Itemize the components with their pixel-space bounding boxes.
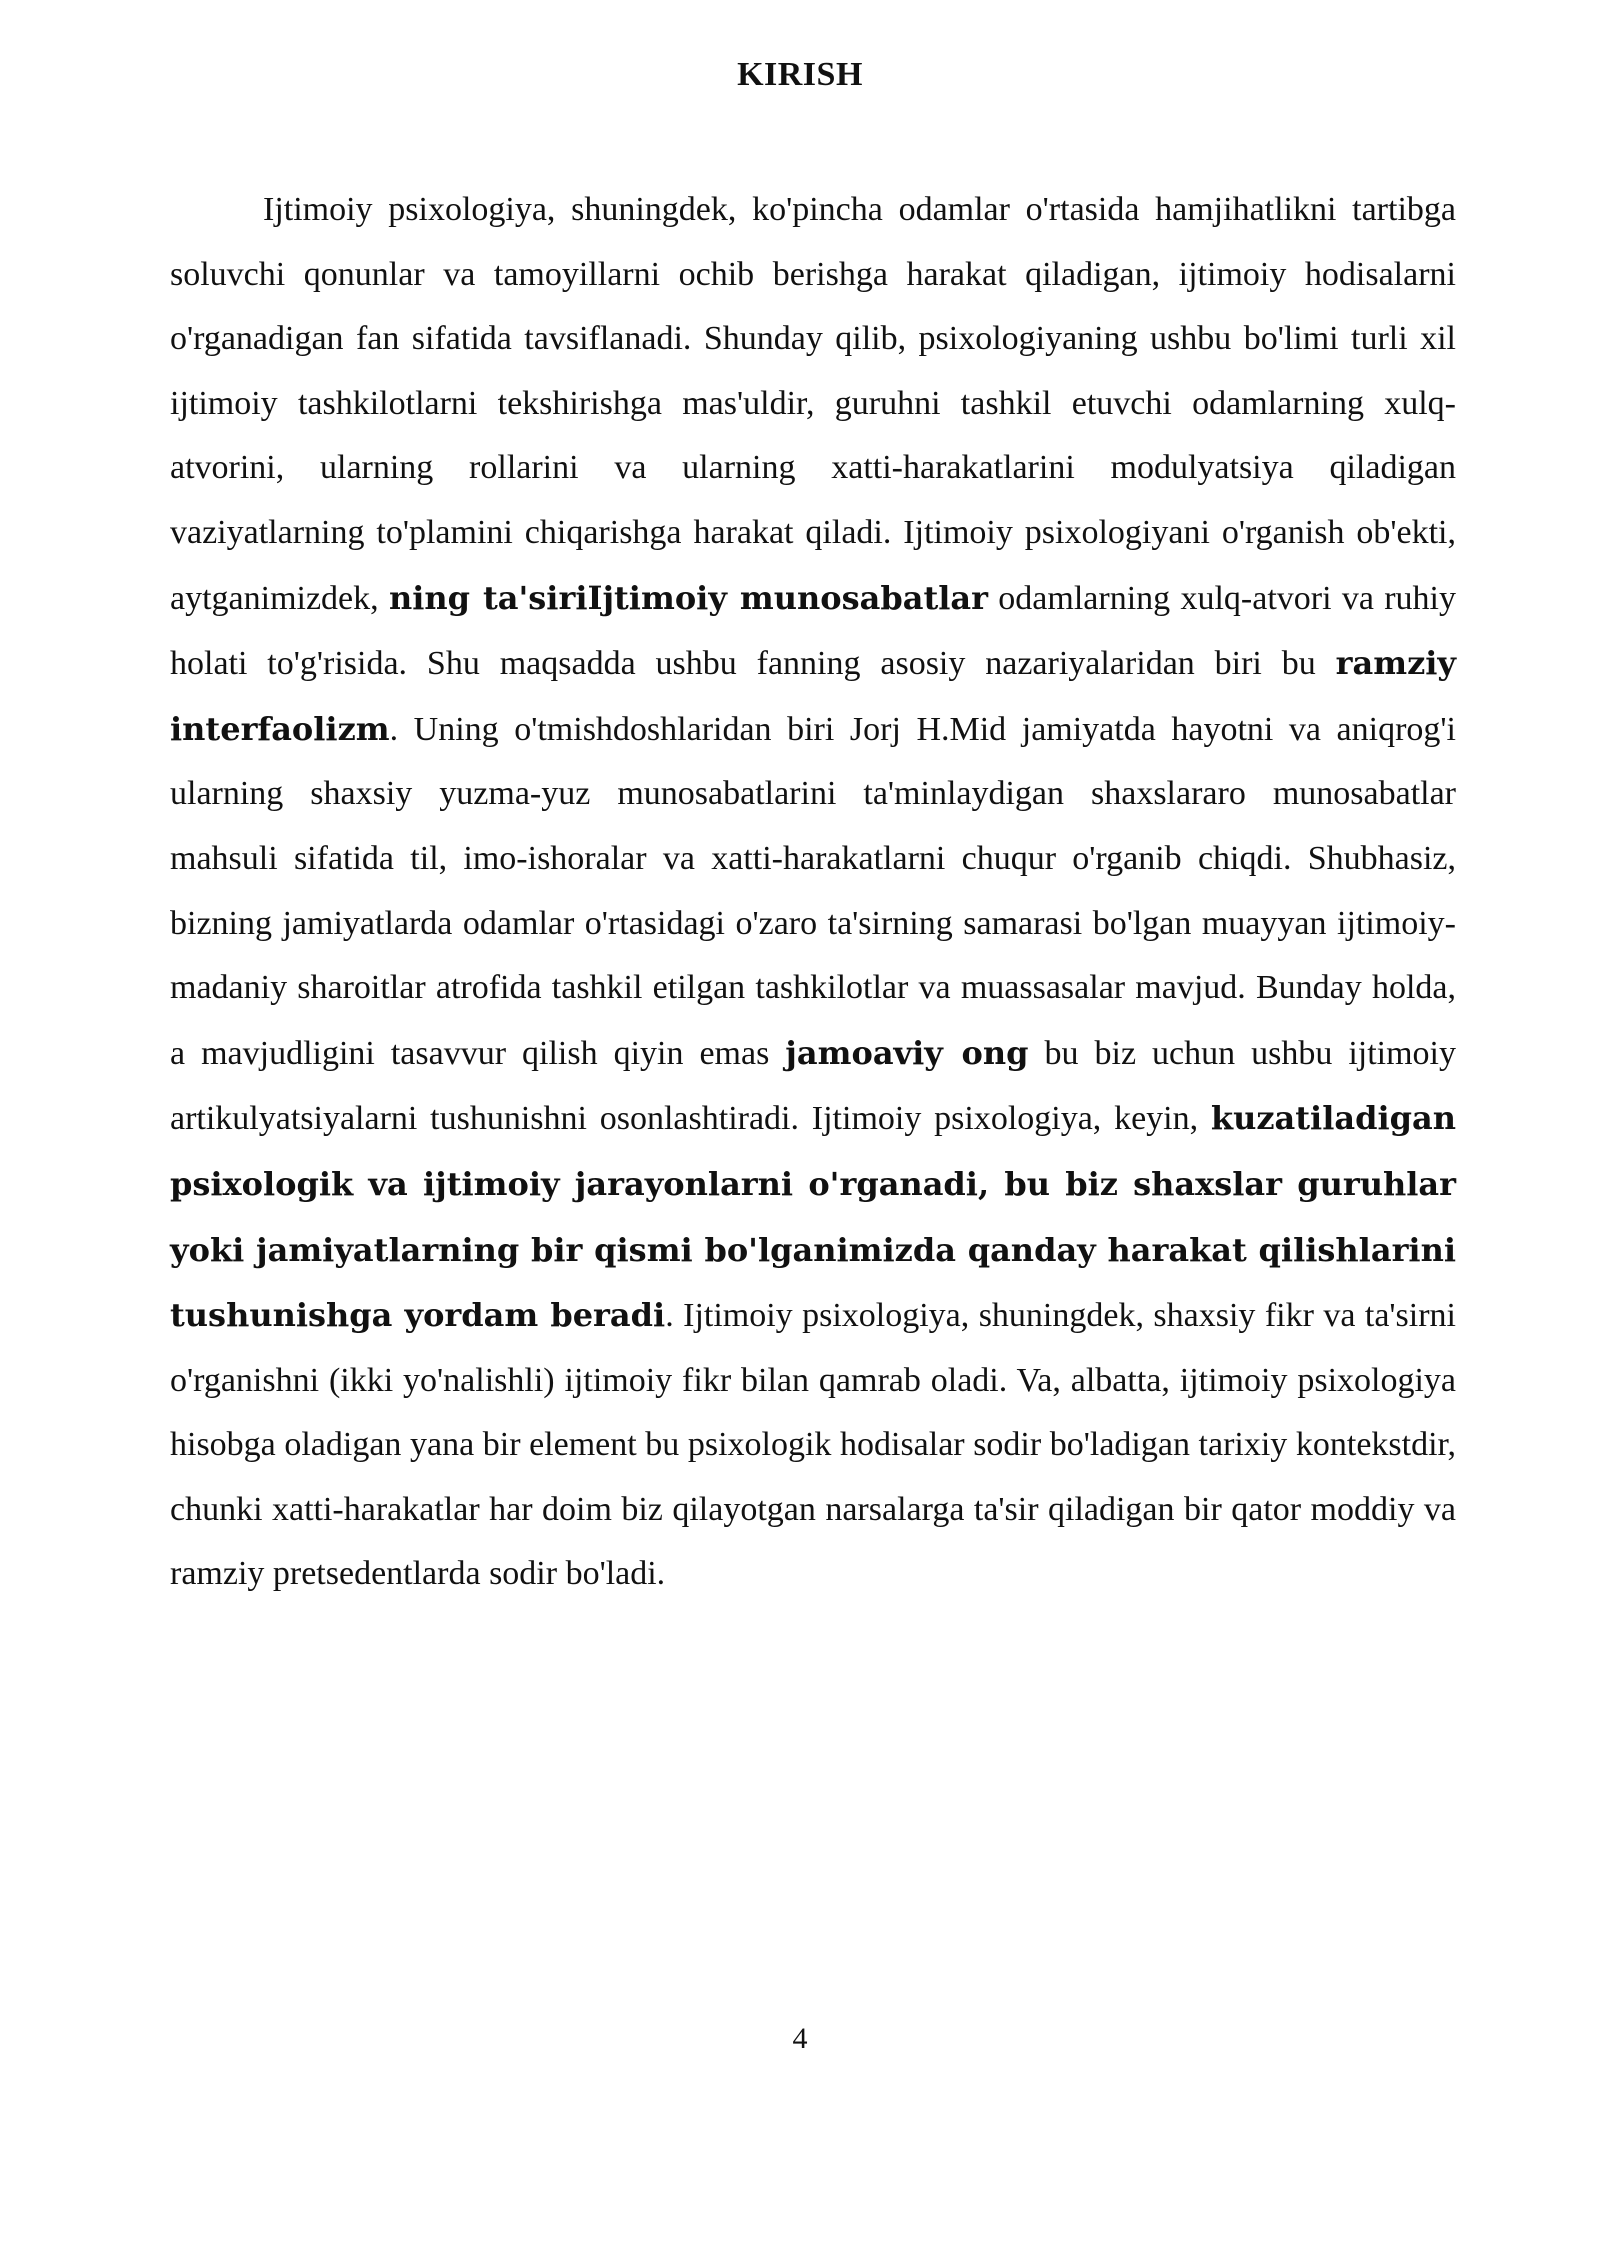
page-title: KIRISH [737,56,863,93]
bold-text-run: ning ta'siriIjtimoiy munosabatlar [388,578,988,617]
text-run: . Ijtimoiy psixologiya, shuningdek, shaxsiy fikr va ta'sirni o'rganishni (ikki yo'nalishli) ijtimoiy fikr bilan qamrab oladi. Va, albatta, ijtimoiy psixologiya hisobga oladigan yana bir element bu psixologik hodisalar sodir bo'ladigan tarixiy kontekstdir, chunki xatti-harakatlar har doim biz qilayotgan narsalarga ta'sir qiladigan bir qator moddiy va ramziy pretsedentlarda sodir bo'ladi. [170,1297,1457,1593]
text-run: Ijtimoiy psixologiya, shuningdek, ko'pincha odamlar o'rtasida hamjihatlikni tartibga soluvchi qonunlar va tamoyillarni ochib berishga harakat qiladigan, ijtimoiy hodisalarni o'rganadigan fan sifatida tavsiflanadi. Shunday qilib, psixologiyaning ushbu bo'limi turli xil ijtimoiy tashkilotlarni tekshirishga mas'uldir, guruhni tashkil etuvchi odamlarning xulq-atvorini, ularning rollarini va ularning xatti-harakatlarini modulyatsiya qiladigan vaziyatlarning to'plamini chiqarishga harakat qiladi. Ijtimoiy psixologiyani o'rganish ob'ekti, aytganimizdek, [170,191,1456,617]
text-run: . Uning o'tmishdoshlaridan biri Jorj H.Mid jamiyatda hayotni va aniqrog'i ularning shaxsiy yuzma-yuz munosabatlarini ta'minlaydigan shaxslararo munosabatlar mahsuli sifatida til, imo-ishoralar va xatti-harakatlarni chuqur o'rganib chiqdi. Shubhasiz, bizning jamiyatlarda odamlar o'rtasidagi o'zaro ta'sirning samarasi bo'lgan muayyan ijtimoiy-madaniy sharoitlar atrofida tashkil etilgan tashkilotlar va muassasalar mavjud. Bunday holda, a mavjudligini tasavvur qilish qiyin emas [170,710,1456,1072]
bold-text-run: jamoaviy ong [785,1033,1029,1072]
page-number: 4 [792,2022,808,2055]
text-run: bu biz uchun ushbu ijtimoiy artikulyatsiyalarni tushunishni osonlashtiradi. Ijtimoiy psixologiya, keyin, [170,1034,1456,1138]
bold-text-run: kuzatiladigan psixologik va ijtimoiy jarayonlarni o'rganadi, bu biz shaxslar guruhlar yoki jamiyatlarning bir qismi bo'lganimizda qanday harakat qilishlarini tushunishga yordam beradi [170,1099,1456,1335]
body-paragraph [170,178,1456,1607]
text-run: odamlarning xulq-atvori va ruhiy holati to'g'risida. Shu maqsadda ushbu fanning asosiy nazariyalaridan biri bu [170,579,1457,683]
bold-text-run: ramziy interfaolizm [170,644,1456,748]
